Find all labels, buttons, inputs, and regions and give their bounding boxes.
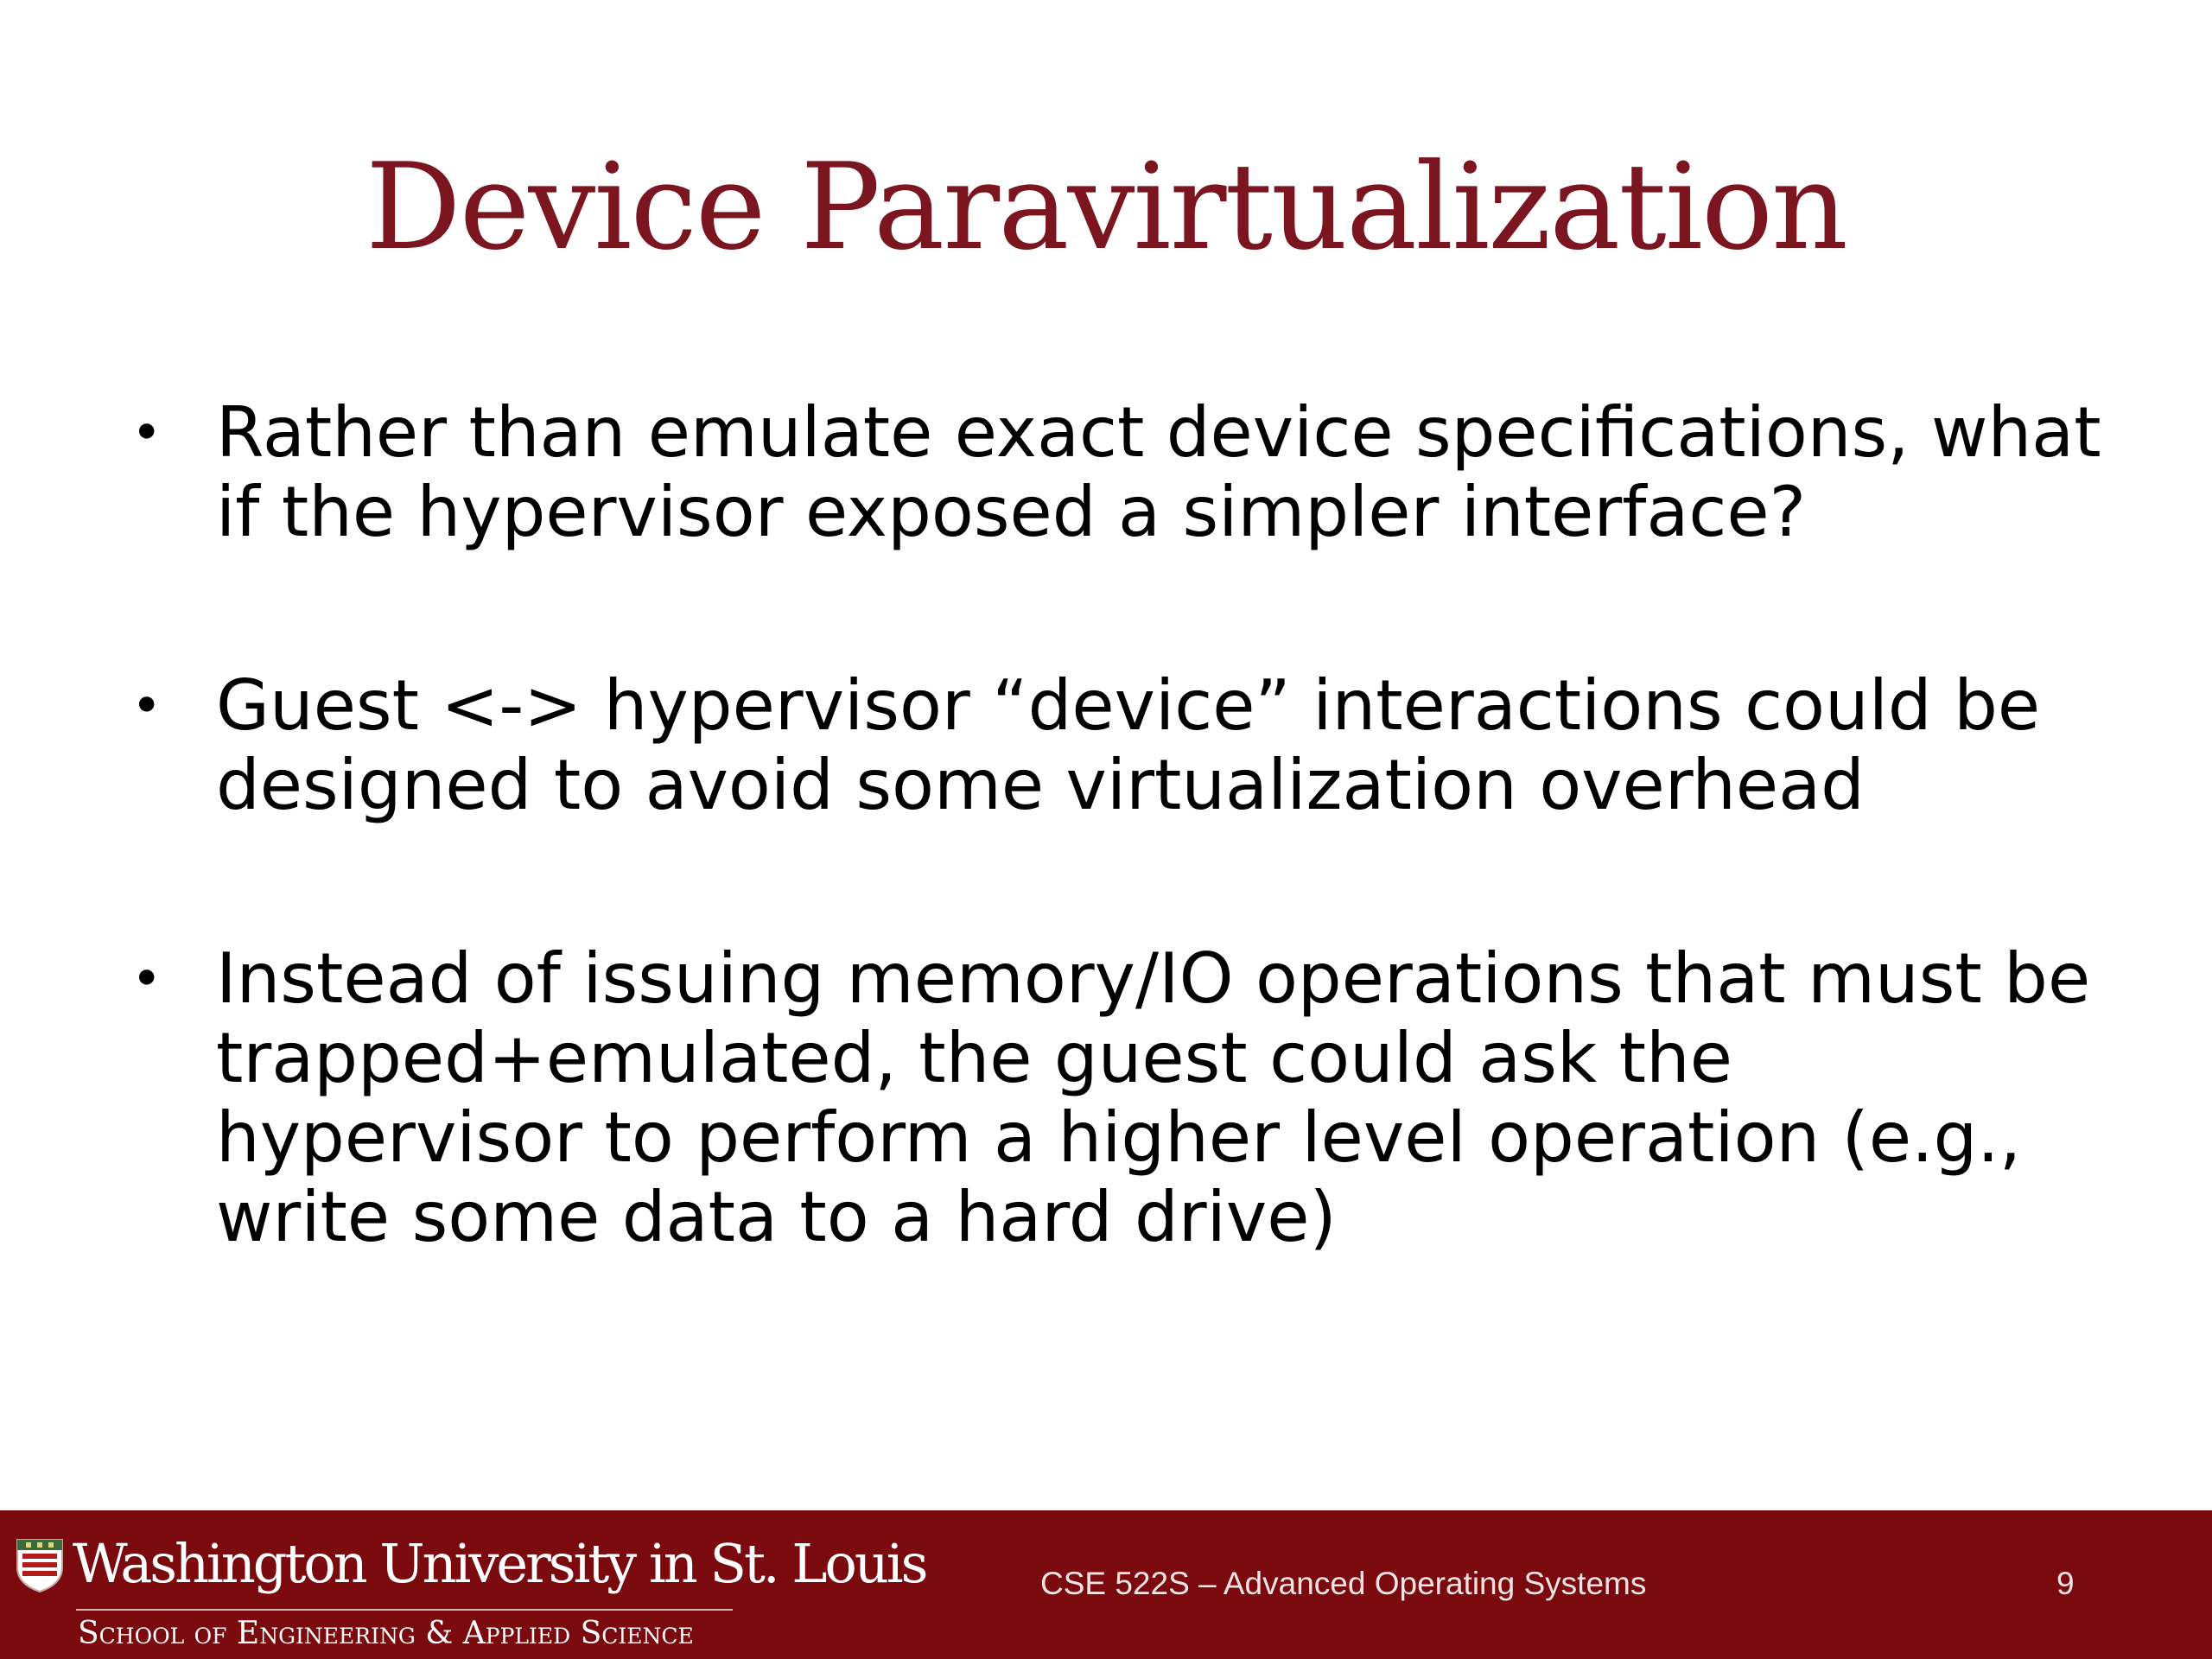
logo-divider bbox=[76, 1609, 733, 1611]
bullet-text: Instead of issuing memory/IO operations that must be trapped+emulated, the guest could ask the hypervisor to perform a higher level operation (e.g., write some data to a hard drive) bbox=[216, 938, 2091, 1257]
bullet-marker: • bbox=[131, 403, 162, 463]
bullet-item bbox=[121, 939, 2108, 1257]
page-number: 9 bbox=[2056, 1566, 2075, 1601]
bullet-marker: • bbox=[131, 676, 162, 736]
university-shield-icon bbox=[16, 1538, 64, 1593]
course-title: CSE 522S – Advanced Operating Systems bbox=[1040, 1566, 1647, 1601]
bullet-item bbox=[121, 393, 2108, 552]
bullet-list bbox=[121, 393, 2108, 1371]
logo-school-name: School of Engineering & Applied Science bbox=[78, 1616, 694, 1651]
bullet-marker: • bbox=[131, 949, 162, 1009]
slide-title: Device Paravirtualization bbox=[365, 137, 1847, 276]
university-logo bbox=[16, 1529, 926, 1651]
logo-university-name: Washington University in St. Louis bbox=[73, 1532, 926, 1595]
footer-bar bbox=[0, 1510, 2212, 1659]
bullet-text: Guest <-> hypervisor “device” interactions could be designed to avoid some virtualization overhead bbox=[216, 665, 2041, 825]
bullet-text: Rather than emulate exact device specifications, what if the hypervisor exposed a simpler interface? bbox=[216, 392, 2101, 552]
bullet-item bbox=[121, 666, 2108, 825]
